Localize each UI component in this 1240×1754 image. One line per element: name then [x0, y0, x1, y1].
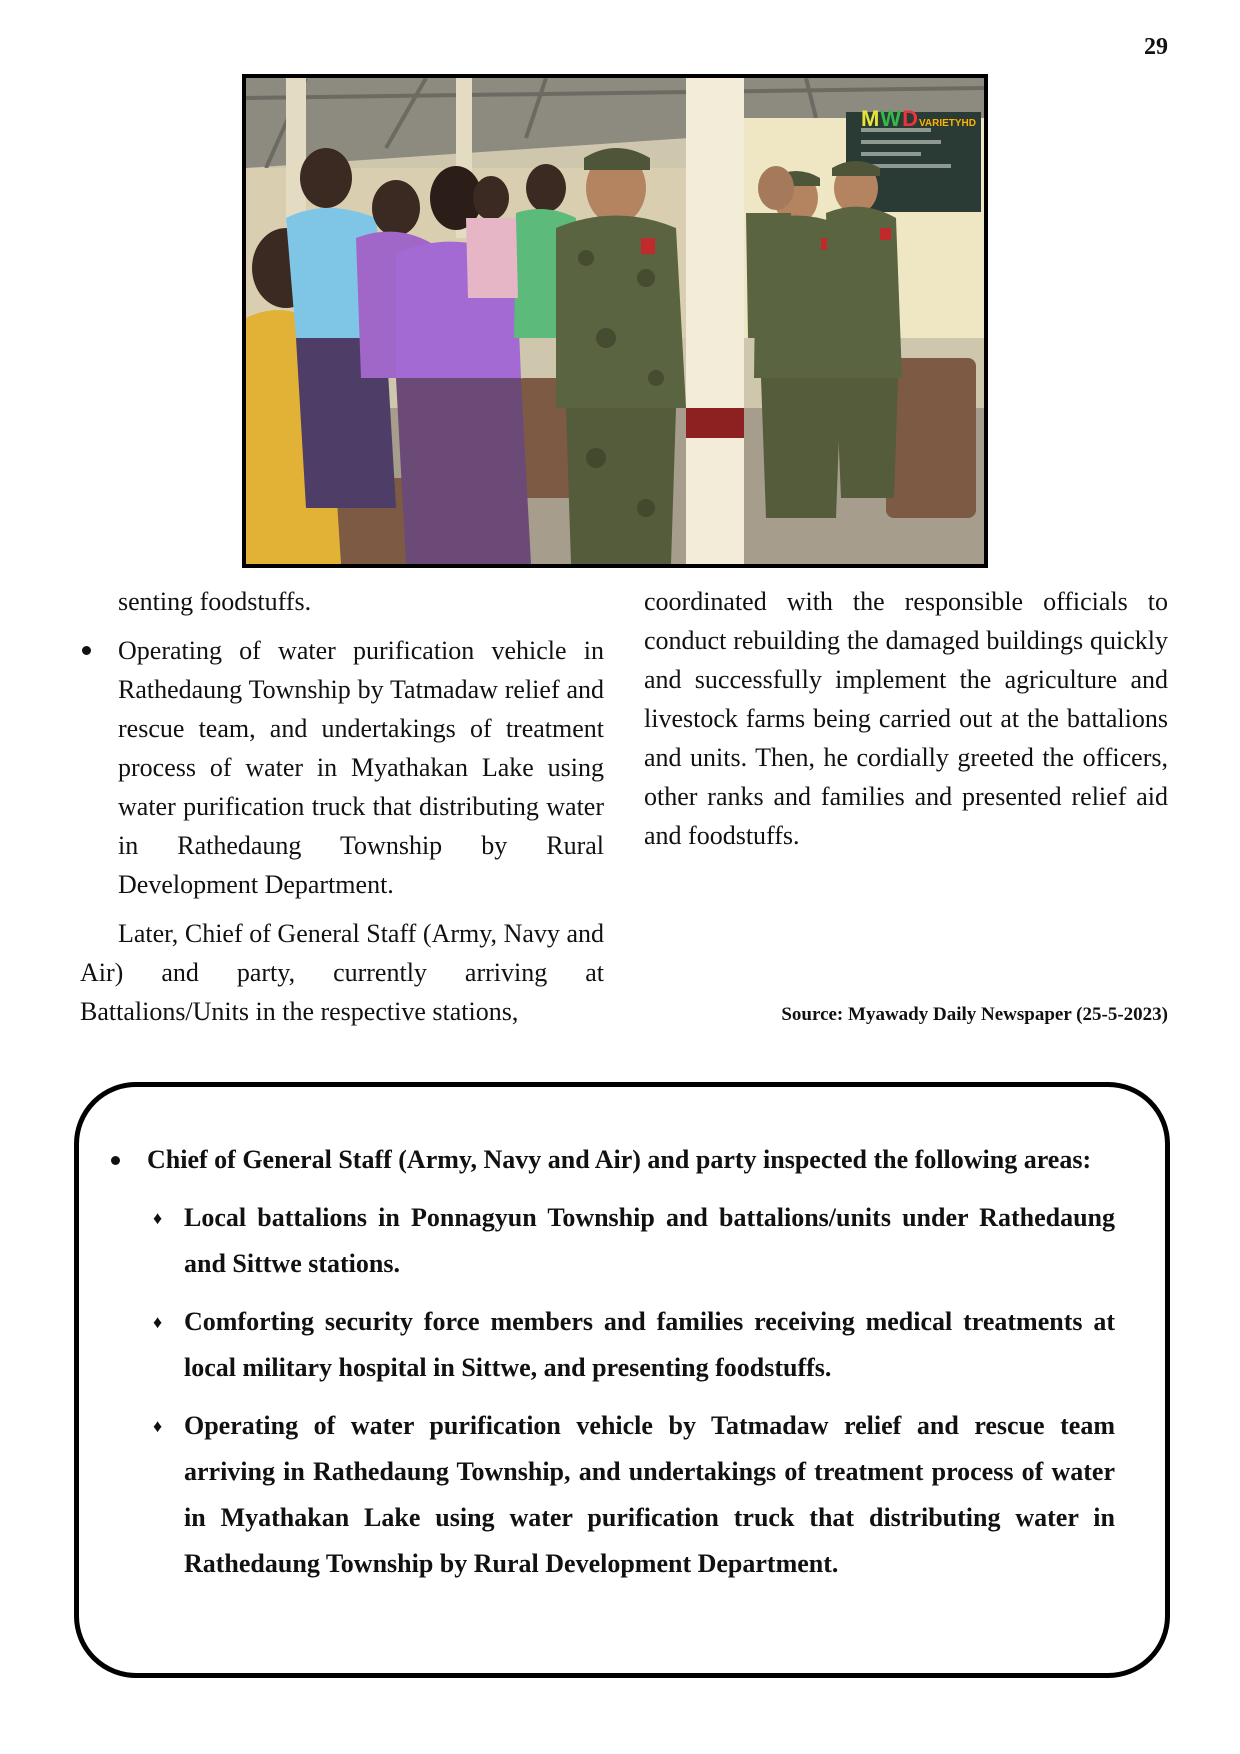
page-number: 29	[1144, 34, 1168, 60]
diamond-bullet-icon: ♦	[153, 1312, 163, 1332]
summary-heading-item	[109, 1137, 1115, 1183]
watermark-d: D	[902, 106, 919, 131]
bullet-item	[80, 631, 604, 904]
tv-watermark-logo	[861, 106, 976, 132]
right-paragraph: coordinated with the responsible officials to conduct rebuilding the damaged buildings quickly and successfully implement the agriculture and livestock farms being carried out at the battalions and units. Then, he cordially greeted the officers, other ranks and families and presented relief aid and foodstuffs.	[644, 587, 1168, 850]
summary-heading: Chief of General Staff (Army, Navy and Air) and party inspected the following areas:	[147, 1145, 1092, 1174]
diamond-bullet-icon: ♦	[153, 1416, 163, 1436]
watermark-w: W	[880, 106, 903, 131]
summary-content	[109, 1137, 1115, 1587]
summary-item	[109, 1403, 1115, 1587]
bullet-dot-icon	[82, 646, 91, 655]
source-citation: Source: Myawady Daily Newspaper (25-5-2023)	[781, 1004, 1168, 1025]
bullet-text: Operating of water purification vehicle in Rathedaung Township by Tatmadaw relief and rescue team, and undertakings of treatment process of water in Myathakan Lake using water purification truck that distributing water in Rathedaung Township by Rural Development Department.	[118, 636, 604, 899]
summary-item	[109, 1195, 1115, 1287]
left-column	[80, 582, 604, 1031]
watermark-m: M	[860, 106, 881, 131]
later-paragraph: Later, Chief of General Staff (Army, Navy and Air) and party, currently arriving at Battalions/Units in the respective stations,	[80, 919, 604, 1026]
watermark-sub: VARIETYHD	[918, 118, 976, 129]
news-photo	[242, 74, 988, 568]
summary-item-text: Operating of water purification vehicle by Tatmadaw relief and rescue team arriving in Rathedaung Township, and undertakings of treatment process of water in Myathakan Lake using water purification truck that distributing water in Rathedaung Township by Rural Development Department.	[184, 1411, 1115, 1578]
intro-fragment: senting foodstuffs.	[118, 587, 312, 616]
right-column	[644, 582, 1168, 855]
summary-item	[109, 1299, 1115, 1391]
bullet-dot-icon	[111, 1156, 120, 1165]
photo-illustration	[246, 78, 984, 564]
summary-item-text: Local battalions in Ponnagyun Township and battalions/units under Rathedaung and Sittwe stations.	[184, 1203, 1115, 1278]
summary-item-text: Comforting security force members and families receiving medical treatments at local military hospital in Sittwe, and presenting foodstuffs.	[184, 1307, 1115, 1382]
diamond-bullet-icon: ♦	[153, 1208, 163, 1228]
summary-box	[74, 1082, 1170, 1678]
